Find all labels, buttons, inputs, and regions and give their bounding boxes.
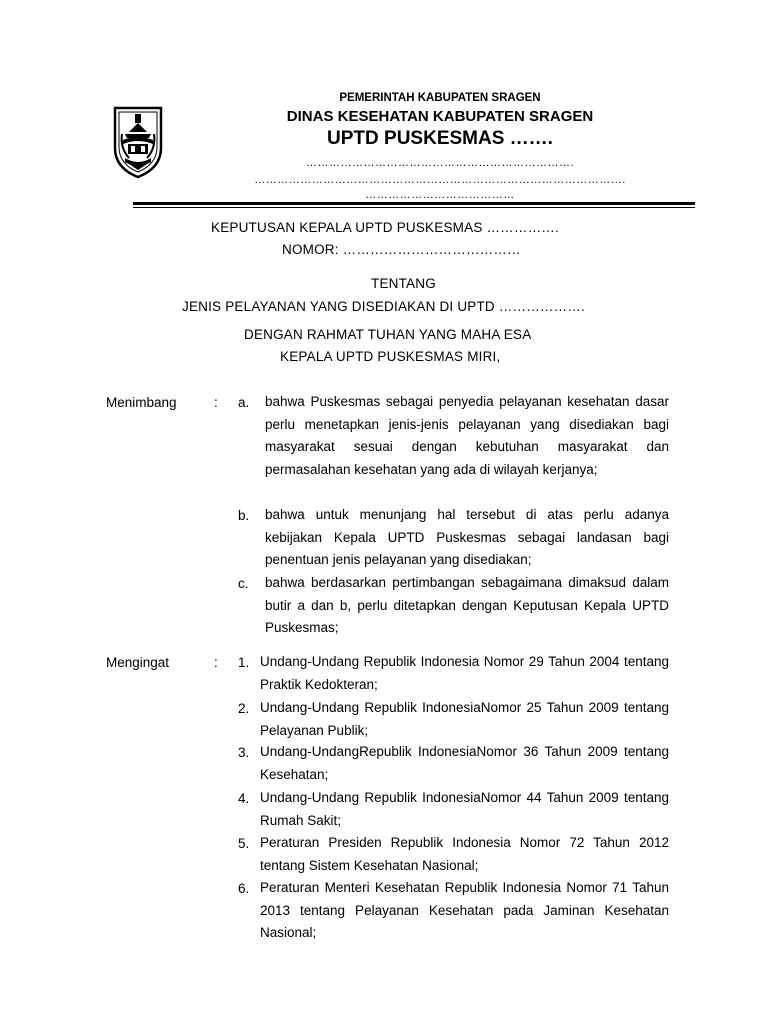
recalling-mark-5: 5.	[238, 836, 250, 851]
considering-mark-c: c.	[238, 576, 249, 591]
recalling-mark-3: 3.	[238, 745, 250, 760]
considering-item-c: bahwa berdasarkan pertimbangan sebagaimana dimaksud dalam butir a dan b, perlu ditetapkan dengan Keputusan Kepala UPTD Puskesmas;	[265, 575, 669, 636]
recalling-label: Mengingat	[106, 655, 170, 670]
address-line-3: …………………………………	[365, 189, 515, 201]
recalling-item-3: Undang-UndangRepublik IndonesiaNomor 36 Tahun 2009 tentang Kesehatan;	[260, 744, 669, 782]
unit-heading: UPTD PUSKESMAS …….	[327, 128, 553, 149]
recalling-colon: :	[214, 655, 218, 670]
considering-item-b: bahwa untuk menunjang hal tersebut di atas perlu adanya kebijakan Kepala UPTD Puskesmas sebagai landasan bagi penentuan jenis pelayanan yang disediakan;	[265, 507, 669, 568]
recalling-item-5: Peraturan Presiden Republik Indonesia Nomor 72 Tahun 2012 tentang Sistem Kesehatan Nasional;	[260, 835, 669, 873]
decree-title: KEPUTUSAN KEPALA UPTD PUSKESMAS …………….	[211, 220, 559, 235]
recalling-item-4: Undang-Undang Republik IndonesiaNomor 44 Tahun 2009 tentang Rumah Sakit;	[260, 790, 669, 828]
recalling-mark-2: 2.	[238, 701, 250, 716]
considering-item-a: bahwa Puskesmas sebagai penyedia pelayanan kesehatan dasar perlu menetapkan jenis-jenis pelayanan yang disediakan bagi masyarakat sesuai dengan kebutuhan masyarakat dan permasalahan kesehatan yang ada di wilayah kerjanya;	[265, 394, 669, 477]
agency-heading: DINAS KESEHATAN KABUPATEN SRAGEN	[286, 108, 594, 125]
blessing-line: DENGAN RAHMAT TUHAN YANG MAHA ESA	[244, 327, 532, 342]
government-heading: PEMERINTAH KABUPATEN SRAGEN	[339, 92, 541, 104]
recalling-item-6: Peraturan Menteri Kesehatan Republik Indonesia Nomor 71 Tahun 2013 tentang Pelayanan Kesehatan pada Jaminan Kesehatan Nasional;	[260, 880, 669, 941]
address-line-2: …………………………………………………………………………………….	[254, 174, 626, 186]
recalling-mark-1: 1.	[238, 655, 250, 670]
about-heading: TENTANG	[371, 276, 436, 291]
recalling-mark-6: 6.	[238, 881, 250, 896]
letterhead-divider-thick	[133, 202, 695, 205]
letterhead-divider-thin	[133, 207, 695, 208]
considering-mark-a: a.	[238, 395, 250, 410]
recalling-item-2: Undang-Undang Republik IndonesiaNomor 25 Tahun 2009 tentang Pelayanan Publik;	[260, 700, 669, 738]
decree-number: NOMOR: …………………………………	[282, 242, 521, 257]
considering-label: Menimbang	[106, 395, 177, 410]
considering-mark-b: b.	[238, 508, 250, 523]
head-of-unit: KEPALA UPTD PUSKESMAS MIRI,	[280, 349, 501, 364]
decree-subject: JENIS PELAYANAN YANG DISEDIAKAN DI UPTD ……………….	[182, 299, 585, 314]
address-line-1: …………………………………………………………….	[305, 157, 575, 169]
recalling-item-1: Undang-Undang Republik Indonesia Nomor 29 Tahun 2004 tentang Praktik Kedokteran;	[260, 654, 669, 692]
recalling-mark-4: 4.	[238, 791, 250, 806]
considering-colon: :	[214, 395, 218, 410]
